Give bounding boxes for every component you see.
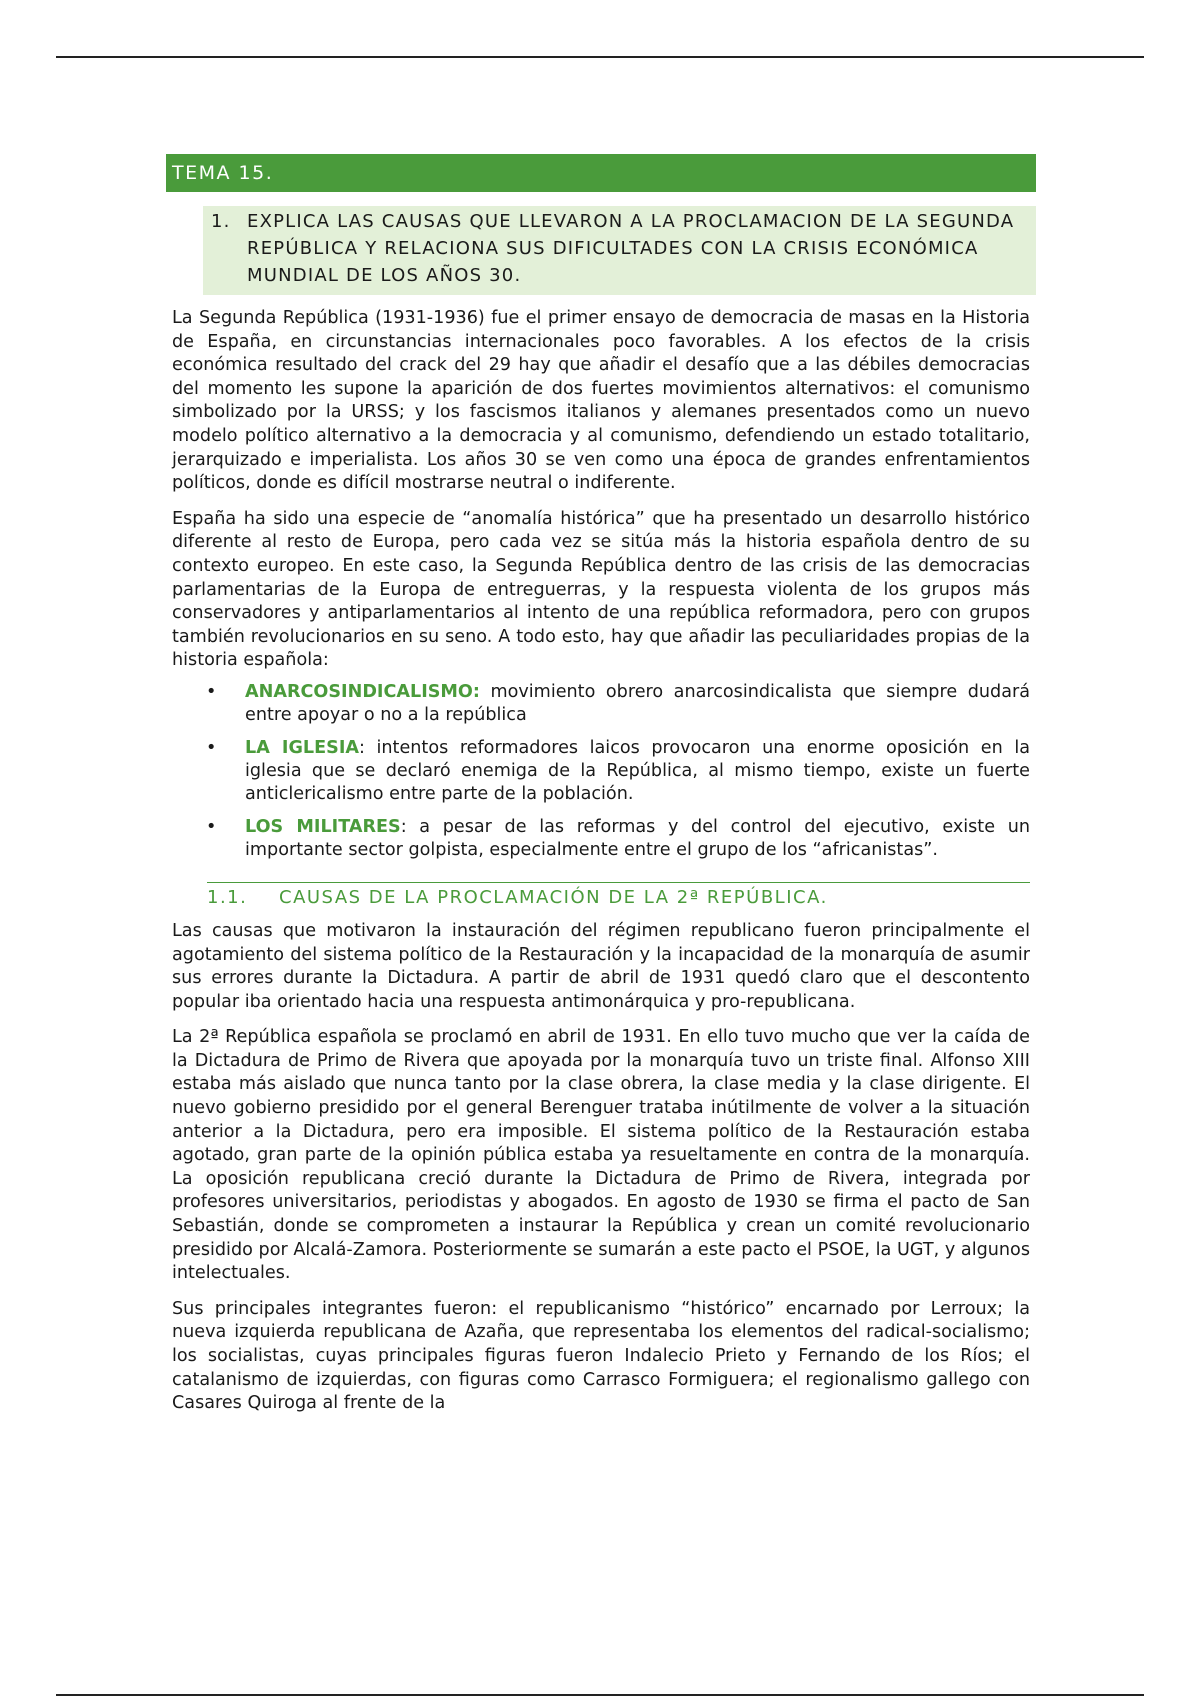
question-box <box>203 206 1036 295</box>
list-item-text: movimiento obrero anarcosindicalista que siempre dudará entre apoyar o no a la república <box>245 681 1030 725</box>
bullet-icon: • <box>206 816 217 837</box>
list-item-keyword: LOS MILITARES <box>245 816 401 837</box>
document-page-content <box>166 154 1036 1416</box>
bullet-icon: • <box>206 737 217 758</box>
subsection-heading <box>207 882 1030 908</box>
subsection-paragraph-3: Sus principales integrantes fueron: el republicanismo “histórico” encarnado por Lerroux; la nueva izquierda republicana de Azaña, que representaba los elementos del radical-socialismo; los socialistas, cuyas principales figuras fueron Indalecio Prieto y Fernando de los Ríos; el catalanismo de izquierdas, con figuras como Carrasco Formiguera; el regionalismo gallego con Casares Quiroga al frente de la <box>172 1298 1030 1414</box>
list-item-text: : intentos reformadores laicos provocaron una enorme oposición en la iglesia que se declaró enemiga de la República, al mismo tiempo, existe un fuerte anticlericalismo entre parte de la población. <box>245 737 1031 804</box>
question-text: EXPLICA LAS CAUSAS QUE LLEVARON A LA PROCLAMACION DE LA SEGUNDA REPÚBLICA Y RELACIONA SUS DIFICULTADES CON LA CRISIS ECONÓMICA MUNDIAL DE LOS AÑOS 30. <box>247 211 1015 286</box>
list-item-militares <box>166 816 1030 862</box>
bullet-icon: • <box>206 681 217 702</box>
intro-paragraph-1: La Segunda República (1931-1936) fue el primer ensayo de democracia de masas en la Historia de España, en circunstancias internacionales poco favorables. A los efectos de la crisis económica resultado del crack del 29 hay que añadir el desafío que a las débiles democracias del momento les supone la aparición de dos fuertes movimientos alternativos: el comunismo simbolizado por la URSS; y los fascismos italianos y alemanes presentados como un nuevo modelo político alternativo a la democracia y al comunismo, defendiendo un estado totalitario, jerarquizado e imperialista. Los años 30 se ven como una época de grandes enfrentamientos políticos, donde es difícil mostrarse neutral o indiferente. <box>172 308 1030 494</box>
list-item-iglesia <box>166 737 1030 806</box>
list-item-keyword: ANARCOSINDICALISMO: <box>245 681 480 702</box>
top-rule <box>56 56 1144 58</box>
question-number: 1. <box>211 211 231 232</box>
list-item-text: : a pesar de las reformas y del control del ejecutivo, existe un importante sector golpista, especialmente entre el grupo de los “africanistas”. <box>245 816 1030 860</box>
bottom-rule <box>56 1694 1144 1696</box>
list-item-anarcosindicalismo <box>166 681 1030 727</box>
tema-header-bar: TEMA 15. <box>166 154 1036 192</box>
subsection-number: 1.1. <box>207 886 248 908</box>
intro-paragraph-2: España ha sido una especie de “anomalía histórica” que ha presentado un desarrollo histórico diferente al resto de Europa, pero cada vez se sitúa más la historia española dentro de su contexto europeo. En este caso, la Segunda República dentro de las crisis de las democracias parlamentarias de la Europa de entreguerras, y la respuesta violenta de los grupos más conservadores y antiparlamentarios al intento de una república reformadora, pero con grupos también revolucionarios en su seno. A todo esto, hay que añadir las peculiaridades propias de la historia española: <box>172 508 1030 671</box>
list-item-keyword: LA IGLESIA <box>245 737 359 758</box>
subsection-paragraph-2: La 2ª República española se proclamó en abril de 1931. En ello tuvo mucho que ver la caída de la Dictadura de Primo de Rivera que apoyada por la monarquía tuvo un triste final. Alfonso XIII estaba más aislado que nunca tanto por la clase obrera, la clase media y la clase dirigente. El nuevo gobierno presidido por el general Berenguer trataba inútilmente de volver a la situación anterior a la Dictadura, pero era imposible. El sistema político de la Restauración estaba agotado, gran parte de la opinión pública estaba ya resueltamente en contra de la monarquía. La oposición republicana creció durante la Dictadura de Primo de Rivera, integrada por profesores universitarios, periodistas y abogados. En agosto de 1930 se firma el pacto de San Sebastián, donde se comprometen a instaurar la República y crean un comité revolucionario presidido por Alcalá-Zamora. Posteriormente se sumarán a este pacto el PSOE, la UGT, y algunos intelectuales. <box>172 1027 1030 1284</box>
subsection-title: CAUSAS DE LA PROCLAMACIÓN DE LA 2ª REPÚBLICA. <box>279 886 828 908</box>
subsection-paragraph-1: Las causas que motivaron la instauración del régimen republicano fueron principalmente el agotamiento del sistema político de la Restauración y la incapacidad de la monarquía de asumir sus errores durante la Dictadura. A partir de abril de 1931 quedó claro que el descontento popular iba orientado hacia una respuesta antimonárquica y pro-republicana. <box>172 920 1030 1012</box>
peculiarities-list <box>166 681 1036 862</box>
